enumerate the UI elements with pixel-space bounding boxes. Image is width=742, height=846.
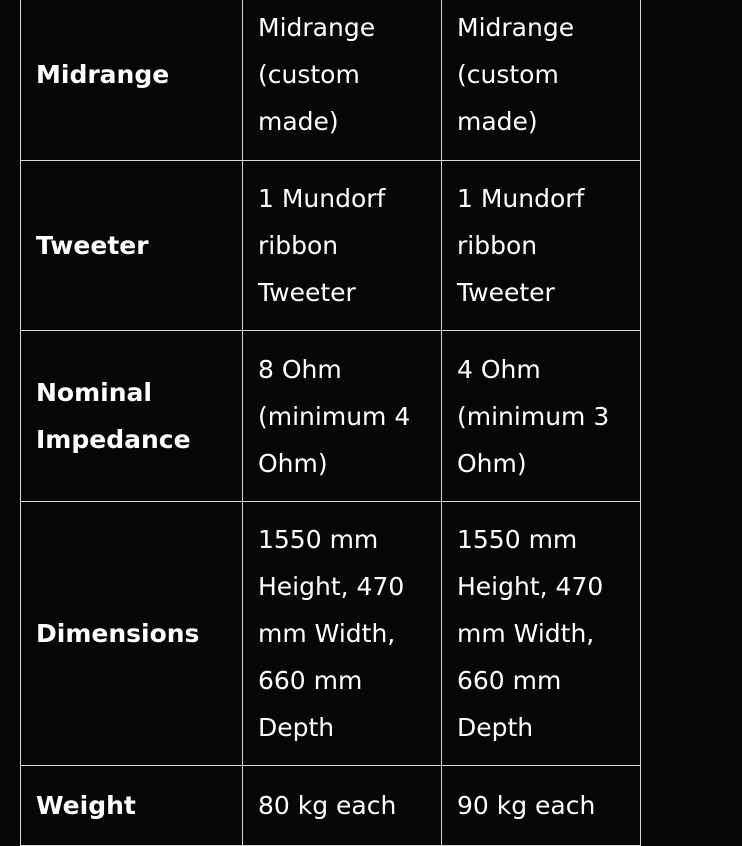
spec-table-container (20, 0, 641, 846)
row-label-nominal-impedance: Nominal Impedance (21, 331, 243, 502)
spec-value-model-2: Midrange (custom made) (442, 0, 641, 161)
spec-value-model-2: 4 Ohm (minimum 3 Ohm) (442, 331, 641, 502)
table-row (21, 331, 641, 502)
spec-value-model-1: 8 Ohm (minimum 4 Ohm) (243, 331, 442, 502)
table-row (21, 502, 641, 766)
spec-value-model-2: 1550 mm Height, 470 mm Width, 660 mm Depth (442, 502, 641, 766)
table-row (21, 161, 641, 331)
table-row (21, 0, 641, 161)
spec-value-model-1: 1550 mm Height, 470 mm Width, 660 mm Depth (243, 502, 442, 766)
spec-value-model-1: 80 kg each (243, 766, 442, 846)
spec-value-model-2: 90 kg each (442, 766, 641, 846)
spec-value-model-1: Midrange (custom made) (243, 0, 442, 161)
spec-table (20, 0, 641, 846)
row-label-tweeter: Tweeter (21, 161, 243, 331)
table-row (21, 766, 641, 846)
row-label-dimensions: Dimensions (21, 502, 243, 766)
row-label-weight: Weight (21, 766, 243, 846)
spec-value-model-2: 1 Mundorf ribbon Tweeter (442, 161, 641, 331)
row-label-midrange: Midrange (21, 0, 243, 161)
spec-value-model-1: 1 Mundorf ribbon Tweeter (243, 161, 442, 331)
